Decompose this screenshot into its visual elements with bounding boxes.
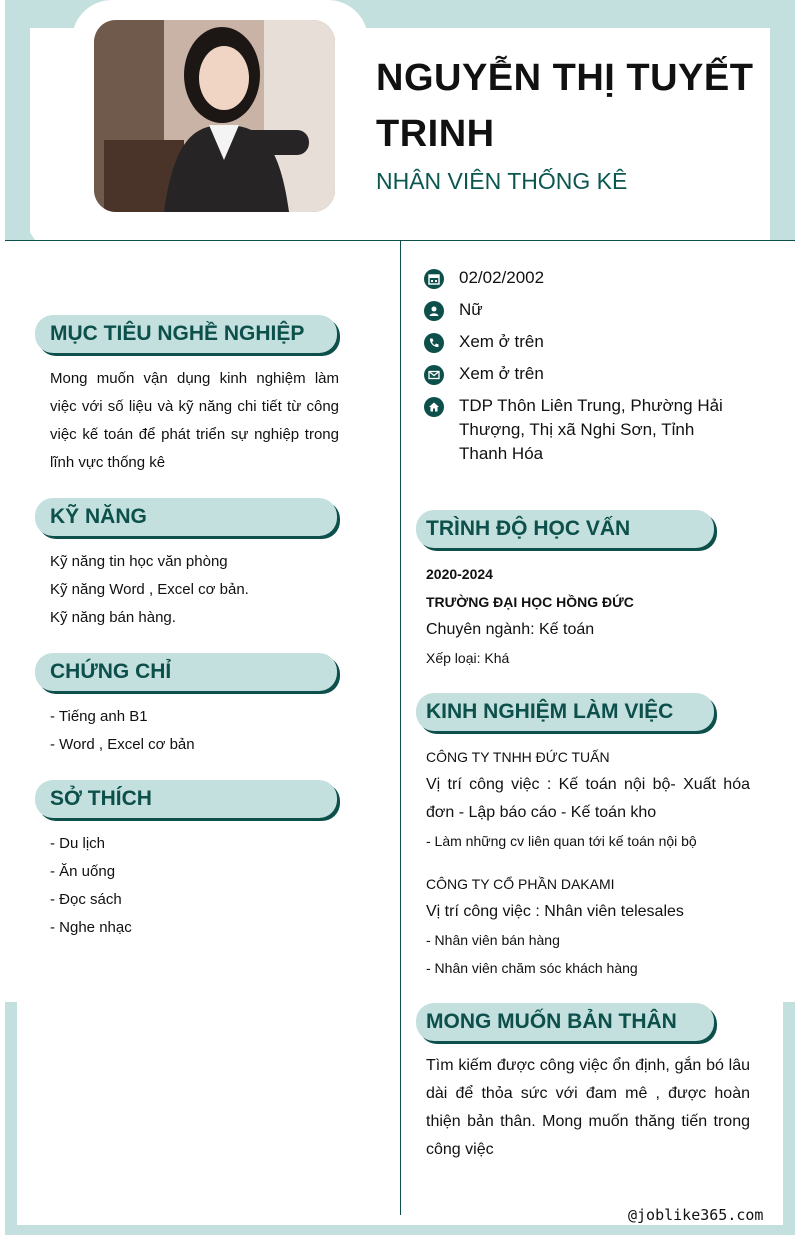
job-detail: - Nhân viên chăm sóc khách hàng <box>426 960 638 976</box>
contact-email <box>424 364 544 385</box>
column-divider <box>400 240 401 1215</box>
dob-value: 02/02/2002 <box>459 268 545 287</box>
job-company: CÔNG TY TNHH ĐỨC TUẤN <box>426 749 610 765</box>
hobby-item: - Nghe nhạc <box>50 919 132 936</box>
skill-item: Kỹ năng bán hàng. <box>50 609 176 626</box>
job-position: Vị trí công việc : Nhân viên telesales <box>426 903 684 920</box>
section-header-experience: KINH NGHIỆM LÀM VIỆC <box>416 693 714 731</box>
person-icon <box>424 301 444 321</box>
candidate-name: NGUYỄN THỊ TUYẾT TRINH <box>376 57 754 155</box>
education-years: 2020-2024 <box>426 566 493 582</box>
education-major: Chuyên ngành: Kế toán <box>426 621 595 638</box>
education-grade: Xếp loại: Khá <box>426 650 510 666</box>
footer-frame-left <box>5 1002 17 1235</box>
contact-phone <box>424 332 544 353</box>
section-header-objective: MỤC TIÊU NGHỀ NGHIỆP <box>35 315 337 353</box>
footer-frame-right <box>783 1002 795 1235</box>
objective-text: Mong muốn vận dụng kinh nghiệm làm việc với số liệu và kỹ năng chi tiết từ công việc kế toán để phát triển sự nghiệp trong lĩnh vực thống kê <box>50 370 339 471</box>
hobby-item: - Ăn uống <box>50 863 116 880</box>
section-header-skills: KỸ NĂNG <box>35 498 337 536</box>
section-header-aspiration: MONG MUỐN BẢN THÂN <box>416 1003 714 1041</box>
watermark: @joblike365.com <box>628 1206 764 1224</box>
job-position: Vị trí công việc : Kế toán nội bộ- Xuất hóa đơn - Lập báo cáo - Kế toán kho <box>426 776 750 821</box>
avatar-photo <box>94 20 335 212</box>
calendar-icon <box>424 269 444 289</box>
phone-icon <box>424 333 444 353</box>
job-title: NHÂN VIÊN THỐNG KÊ <box>376 168 628 194</box>
skill-item: Kỹ năng tin học văn phòng <box>50 553 228 570</box>
section-header-certificates: CHỨNG CHỈ <box>35 653 337 691</box>
address-value: TDP Thôn Liên Trung, Phường Hải Thượng, Thị xã Nghi Sơn, Tỉnh Thanh Hóa <box>459 396 723 463</box>
avatar <box>94 20 335 212</box>
home-icon <box>424 397 444 417</box>
email-value: Xem ở trên <box>459 364 544 383</box>
section-header-education: TRÌNH ĐỘ HỌC VẤN <box>416 510 714 548</box>
hobby-item: - Đọc sách <box>50 891 122 908</box>
contact-address <box>424 396 744 466</box>
hobby-item: - Du lịch <box>50 835 106 852</box>
job-detail: - Làm những cv liên quan tới kế toán nội bộ <box>426 833 697 849</box>
contact-dob <box>424 268 544 289</box>
skill-item: Kỹ năng Word , Excel cơ bản. <box>50 581 249 598</box>
job-company: CÔNG TY CỔ PHẦN DAKAMI <box>426 876 615 892</box>
phone-value: Xem ở trên <box>459 332 544 351</box>
section-header-hobbies: SỞ THÍCH <box>35 780 337 818</box>
contact-gender <box>424 300 483 321</box>
certificate-item: - Word , Excel cơ bản <box>50 736 195 753</box>
gender-value: Nữ <box>459 300 483 319</box>
job-detail: - Nhân viên bán hàng <box>426 932 560 948</box>
education-school: TRƯỜNG ĐẠI HỌC HỒNG ĐỨC <box>426 594 634 610</box>
mail-icon <box>424 365 444 385</box>
certificate-item: - Tiếng anh B1 <box>50 708 148 725</box>
footer-frame-bottom <box>5 1225 795 1235</box>
aspiration-text: Tìm kiếm được công việc ổn định, gắn bó lâu dài để thỏa sức với đam mê , được hoàn thiện bản thân. Mong muốn thăng tiến trong công việc <box>426 1057 750 1158</box>
header-corner-decoration <box>5 196 35 240</box>
